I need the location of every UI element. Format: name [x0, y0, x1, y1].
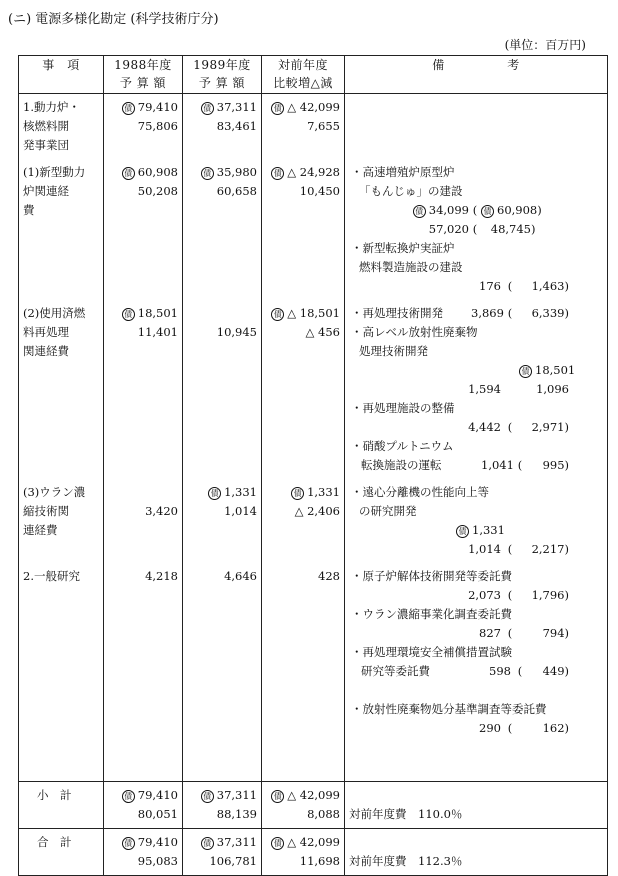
total-row — [19, 829, 608, 876]
remarks-cell: ・遠心分離機の性能向上等 の研究開発 債 1,331 1,014 ( 2,217) — [345, 479, 608, 563]
item-cell: (1)新型動力 炉関連経 費 — [19, 159, 104, 300]
header-1989: 1989年度 予 算 額 — [183, 56, 262, 94]
remarks-cell: ・高速増殖炉原型炉 「もんじゅ」の建設 債 34,099 ( 債 60,908) 57,020 ( 48,745) ・新型転換炉実証炉 燃料製造施設の建設 176 ( 1,463) — [345, 159, 608, 300]
bond-badge-icon: 債 — [481, 205, 494, 218]
item-cell: 1.動力炉・ 核燃料開 発事業団 — [19, 94, 104, 160]
v89-cell: 債 37,311 106,781 — [183, 829, 262, 876]
v89-cell: 債 37,311 83,461 — [183, 94, 262, 160]
bond-badge-icon: 債 — [208, 487, 221, 500]
remarks-cell — [345, 94, 608, 160]
bond-badge-icon: 債 — [271, 790, 284, 803]
diff-cell: 債 △ 42,099 8,088 — [262, 782, 345, 829]
diff-cell: 428 — [262, 563, 345, 782]
diff-cell: 債 △ 18,501 △ 456 — [262, 300, 345, 479]
bond-badge-icon: 債 — [201, 790, 214, 803]
bond-badge-icon: 債 — [122, 837, 135, 850]
table-row — [19, 300, 608, 479]
v88-cell: 3,420 — [104, 479, 183, 563]
diff-cell: 債 △ 24,928 10,450 — [262, 159, 345, 300]
table-row — [19, 563, 608, 782]
bond-badge-icon: 債 — [413, 205, 426, 218]
table-row — [19, 94, 608, 160]
header-item: 事 項 — [19, 56, 104, 94]
v88-cell: 債 79,410 80,051 — [104, 782, 183, 829]
header-diff: 対前年度 比較増△減 — [262, 56, 345, 94]
v88-cell: 債 79,410 95,083 — [104, 829, 183, 876]
v89-cell: 4,646 — [183, 563, 262, 782]
v89-cell: 債 37,311 88,139 — [183, 782, 262, 829]
bond-badge-icon: 債 — [201, 167, 214, 180]
page-title: (ニ) 電源多様化勘定 (科学技術庁分) — [8, 12, 219, 27]
header-row — [19, 56, 608, 94]
bond-badge-icon: 債 — [271, 837, 284, 850]
total-label: 合 計 — [19, 829, 104, 876]
bond-badge-icon: 債 — [271, 308, 284, 321]
bond-badge-icon: 債 — [271, 102, 284, 115]
v88-cell: 債 18,501 11,401 — [104, 300, 183, 479]
bond-badge-icon: 債 — [201, 837, 214, 850]
bond-badge-icon: 債 — [201, 102, 214, 115]
bond-badge-icon: 債 — [122, 790, 135, 803]
item-cell: (2)使用済燃 料再処理 関連経費 — [19, 300, 104, 479]
remarks-cell: 対前年度費 112.3％ — [345, 829, 608, 876]
remarks-cell: ・原子炉解体技術開発等委託費 2,073 ( 1,796) ・ウラン濃縮事業化調査委託費 827 ( 794) ・再処理環境安全補償措置試験 研究等委託費 598 ( 449) ・放射性廃棄物処分基準調査等委託費 290 ( 162) — [345, 563, 608, 782]
v88-cell: 債 60,908 50,208 — [104, 159, 183, 300]
v88-cell: 債 79,410 75,806 — [104, 94, 183, 160]
header-remarks: 備 考 — [345, 56, 608, 94]
diff-cell: 債 △ 42,099 11,698 — [262, 829, 345, 876]
header-1988: 1988年度 予 算 額 — [104, 56, 183, 94]
budget-table — [18, 55, 608, 876]
bond-badge-icon: 債 — [122, 102, 135, 115]
v88-cell: 4,218 — [104, 563, 183, 782]
bond-badge-icon: 債 — [519, 365, 532, 378]
table-row — [19, 159, 608, 300]
bond-badge-icon: 債 — [291, 487, 304, 500]
item-cell: 2.一般研究 — [19, 563, 104, 782]
remarks-cell: 対前年度費 110.0％ — [345, 782, 608, 829]
bond-badge-icon: 債 — [122, 167, 135, 180]
v89-cell: 10,945 — [183, 300, 262, 479]
diff-cell: 債 △ 42,099 7,655 — [262, 94, 345, 160]
v89-cell: 債 35,980 60,658 — [183, 159, 262, 300]
diff-cell: 債 1,331 △ 2,406 — [262, 479, 345, 563]
unit-label: (単位：百万円) — [504, 38, 586, 52]
bond-badge-icon: 債 — [456, 525, 469, 538]
v89-cell: 債 1,331 1,014 — [183, 479, 262, 563]
item-cell: (3)ウラン濃 縮技術関 連経費 — [19, 479, 104, 563]
table-row — [19, 479, 608, 563]
subtotal-label: 小 計 — [19, 782, 104, 829]
bond-badge-icon: 債 — [122, 308, 135, 321]
bond-badge-icon: 債 — [271, 167, 284, 180]
subtotal-row — [19, 782, 608, 829]
remarks-cell: ・再処理技術開発 3,869 ( 6,339) ・高レベル放射性廃棄物 処理技術開発 債 18,501 1,594 1,096 ・再処理施設の整備 4,442 ( 2,971) ・硝酸プルトニウム 転換施設の運転 1,041 ( 995) — [345, 300, 608, 479]
